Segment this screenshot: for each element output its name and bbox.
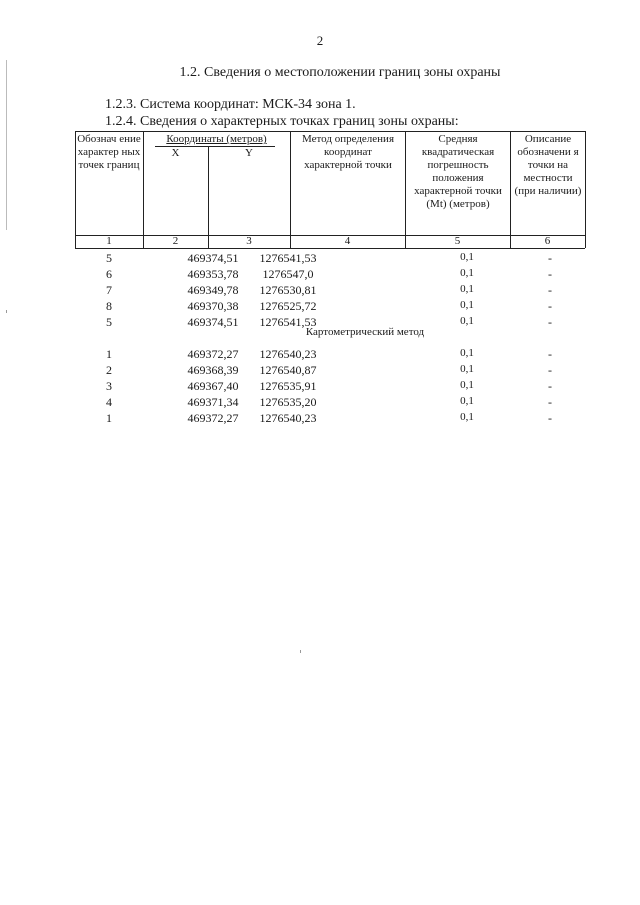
cell-x: 469374,51 <box>187 315 239 329</box>
cell-x: 469370,38 <box>187 299 239 313</box>
cell-error: 0,1 <box>460 411 474 423</box>
cell-description: - <box>548 411 552 425</box>
cell-description: - <box>548 299 552 313</box>
cell-x: 469353,78 <box>187 267 239 281</box>
cell-error: 0,1 <box>460 347 474 359</box>
column-number: 5 <box>454 235 461 247</box>
cell-x: 469367,40 <box>187 379 239 393</box>
cell-point: 4 <box>106 395 112 409</box>
coordinate-system-line: 1.2.3. Система координат: МСК-34 зона 1. <box>105 97 356 112</box>
cell-x: 469374,51 <box>187 251 239 265</box>
cell-x: 469371,34 <box>187 395 239 409</box>
table-row <box>75 267 585 283</box>
cell-y: 1276525,72 <box>259 299 317 313</box>
cell-description: - <box>548 251 552 265</box>
header-y: Y <box>245 147 253 159</box>
column-number: 6 <box>544 235 551 247</box>
cell-y: 1276540,23 <box>259 411 317 425</box>
cell-error: 0,1 <box>460 251 474 263</box>
scan-margin-mark <box>6 60 7 230</box>
table-row <box>75 363 585 379</box>
cell-y: 1276541,53 <box>259 315 317 329</box>
cell-y: 1276540,23 <box>259 347 317 361</box>
cell-description: - <box>548 363 552 377</box>
cell-error: 0,1 <box>460 283 474 295</box>
cell-point: 1 <box>106 347 112 361</box>
cell-error: 0,1 <box>460 315 474 327</box>
table-row <box>75 283 585 299</box>
table-row <box>75 347 585 363</box>
header-error: Средняя квадратическая погрешность положения характерной точки (Mt) (метров) <box>414 133 502 210</box>
table-row <box>75 251 585 267</box>
cell-error: 0,1 <box>460 379 474 391</box>
table-row <box>75 299 585 315</box>
cell-point: 5 <box>106 251 112 265</box>
table-row <box>75 379 585 395</box>
cell-point: 5 <box>106 315 112 329</box>
cell-error: 0,1 <box>460 299 474 311</box>
cell-description: - <box>548 267 552 281</box>
cell-point: 1 <box>106 411 112 425</box>
table-row <box>75 411 585 427</box>
cell-y: 1276540,87 <box>259 363 317 377</box>
cell-point: 6 <box>106 267 112 281</box>
cell-y: 1276535,20 <box>259 395 317 409</box>
cell-description: - <box>548 395 552 409</box>
header-description: Описание обозначени я точки на местности (при наличии) <box>514 133 582 197</box>
scan-speck <box>300 650 301 653</box>
cell-y: 1276547,0 <box>262 267 314 281</box>
method-cell: Картометрический метод <box>305 326 425 338</box>
header-method: Метод определения координат характерной точки <box>301 133 395 171</box>
cell-description: - <box>548 283 552 297</box>
cell-description: - <box>548 379 552 393</box>
table-row <box>75 395 585 411</box>
header-point-designation: Обознач ение характер ных точек границ <box>77 133 141 171</box>
cell-error: 0,1 <box>460 267 474 279</box>
cell-point: 8 <box>106 299 112 313</box>
cell-x: 469372,27 <box>187 411 239 425</box>
cell-description: - <box>548 315 552 329</box>
cell-y: 1276535,91 <box>259 379 317 393</box>
cell-x: 469372,27 <box>187 347 239 361</box>
header-coordinates: Координаты (метров) <box>166 133 267 145</box>
cell-error: 0,1 <box>460 363 474 375</box>
cell-error: 0,1 <box>460 395 474 407</box>
points-heading: 1.2.4. Сведения о характерных точках границ зоны охраны: <box>105 114 459 129</box>
section-title: 1.2. Сведения о местоположении границ зоны охраны <box>179 65 501 80</box>
column-number: 2 <box>172 235 179 247</box>
column-number: 1 <box>106 235 112 247</box>
cell-x: 469349,78 <box>187 283 239 297</box>
cell-point: 3 <box>106 379 112 393</box>
cell-y: 1276530,81 <box>259 283 317 297</box>
cell-point: 7 <box>106 283 112 297</box>
scan-speck <box>6 310 7 313</box>
column-number: 4 <box>344 235 351 247</box>
cell-y: 1276541,53 <box>259 251 317 265</box>
cell-point: 2 <box>106 363 112 377</box>
cell-x: 469368,39 <box>187 363 239 377</box>
page-number: 2 <box>316 33 324 48</box>
header-x: X <box>171 147 180 159</box>
column-number: 3 <box>246 235 252 247</box>
cell-description: - <box>548 347 552 361</box>
